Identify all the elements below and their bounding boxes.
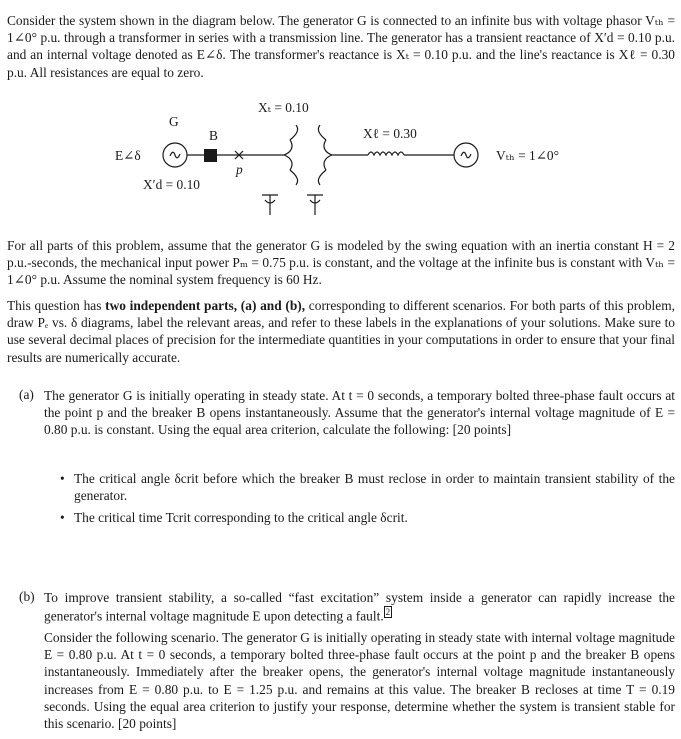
xl-label: Xℓ = 0.30	[363, 126, 417, 141]
part-a-bullets	[60, 470, 675, 532]
instructions-paragraph	[7, 297, 675, 366]
xd-label: X′d = 0.10	[143, 177, 200, 192]
part-a-label: (a)	[19, 387, 34, 402]
part-a-bullet-1: • The critical angle δcrit before which the breaker B must reclose in order to maintain transient stability of the generator.	[60, 470, 675, 504]
e-label: E∠δ	[115, 148, 141, 163]
footnote-marker[interactable]: 2	[385, 607, 391, 618]
instructions-bold: two independent parts, (a) and (b),	[105, 298, 306, 313]
intro-paragraph: Consider the system shown in the diagram below. The generator G is connected to an infinite bus with voltage phasor Vₜₕ = 1∠0° p.u. through a transformer in series with a transmission line. The generator has a transient reactance of X′d = 0.10 p.u. and an internal voltage denoted as E∠δ. The transformer's reactance is Xₜ = 0.10 p.u. and the line's reactance is Xℓ = 0.30 p.u. All resistances are equal to zero.	[7, 13, 675, 80]
circuit-diagram	[0, 90, 681, 230]
instructions-post: corresponding to different scenarios. For both parts of this problem, draw Pₑ vs. δ diagrams, label the relevant areas, and refer to these labels in the explanations of your solutions. Make sure to use several decimal places of precision for the intermediate quantities in your computations in order to ensure that your final results are numerically accurate.	[7, 298, 675, 365]
part-b-label: (b)	[19, 589, 35, 604]
p-label: p	[236, 162, 243, 177]
part-a-text: The generator G is initially operating in steady state. At t = 0 seconds, a temporary bolted three-phase fault occurs at the point p and the breaker B opens instantaneously. Assume that the generator's internal voltage magnitude of E = 0.80 p.u. is constant. Using the equal area criterion, calculate the following: [20 points]	[44, 388, 675, 438]
assumptions-paragraph: For all parts of this problem, assume that the generator G is modeled by the swing equation with an inertia constant H = 2 p.u.-seconds, the mechanical input power Pₘ = 0.75 p.u. is constant, and the voltage at the infinite bus is constant with Vₜₕ = 1∠0° p.u. Assume the nominal system frequency is 60 Hz.	[7, 238, 675, 288]
breaker-box	[204, 149, 217, 162]
part-b-text-1-body: To improve transient stability, a so-called “fast excitation” system inside a generator can rapidly increase the generator's internal voltage magnitude E upon detecting a fault.	[44, 590, 675, 624]
vth-label: Vₜₕ = 1∠0°	[496, 148, 559, 163]
b-label: B	[209, 128, 218, 143]
xt-label: Xₜ = 0.10	[258, 100, 309, 115]
instructions-pre: This question has	[7, 298, 106, 313]
part-a-bullet-2: • The critical time Tcrit corresponding to the critical angle δcrit.	[60, 509, 675, 526]
part-b-text-1	[44, 589, 675, 625]
part-b-text-2: Consider the following scenario. The generator G is initially operating in steady state with internal voltage magnitude E = 0.80 p.u. At t = 0 seconds, a temporary bolted three-phase fault occurs at the point p and the breaker B opens instantaneously. Immediately after the breaker opens, the generator's internal voltage magnitude instantaneously increases from E = 0.80 p.u. to E = 1.25 p.u. and remains at this value. The breaker B recloses at time T = 0.19 seconds. Using the equal area criterion to justify your response, determine whether the system is transient stable for this scenario. [20 points]	[44, 630, 675, 732]
g-label: G	[169, 114, 179, 129]
